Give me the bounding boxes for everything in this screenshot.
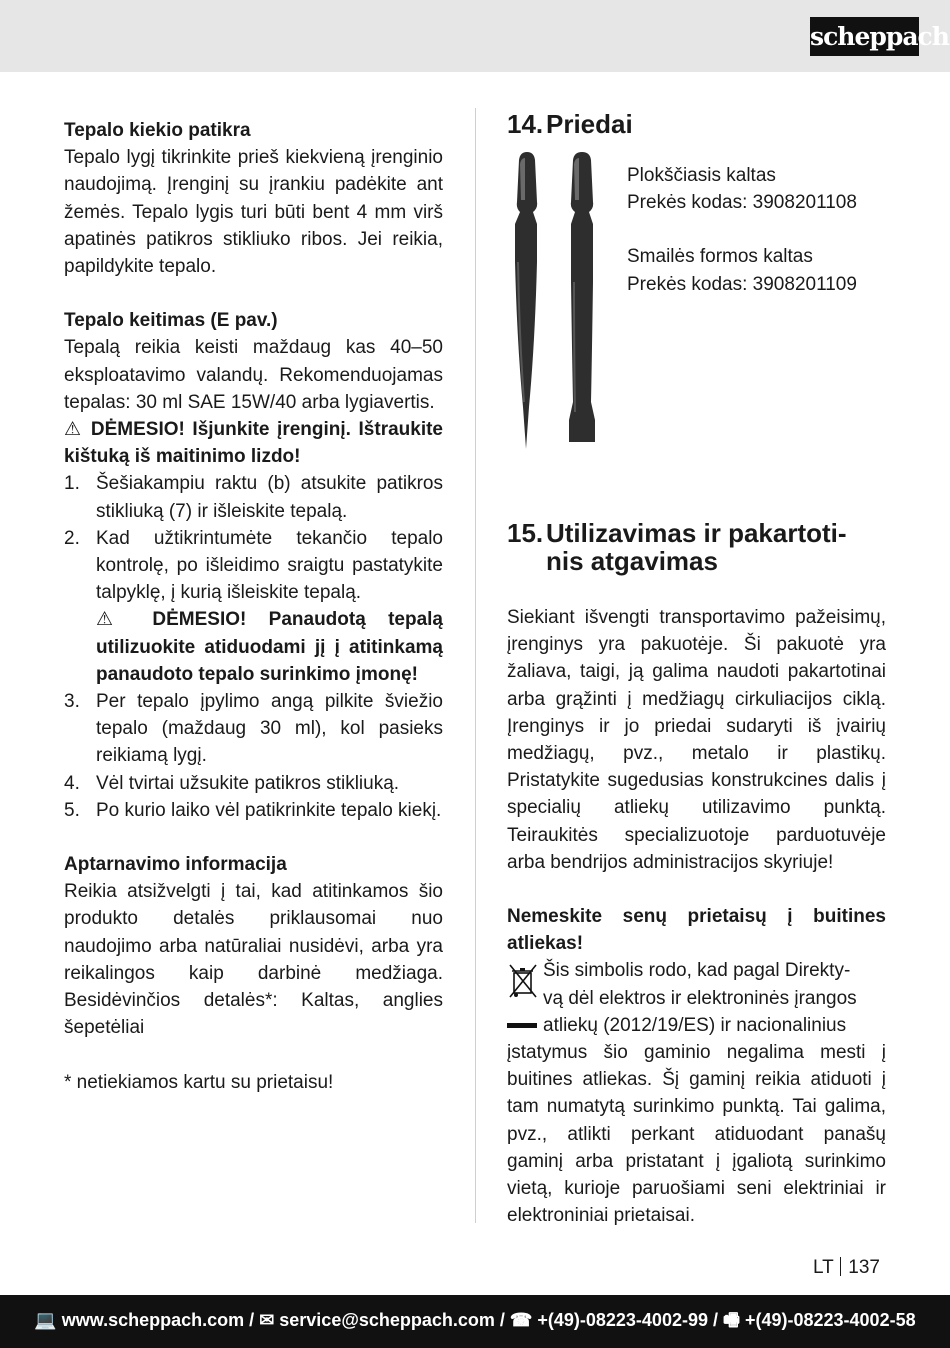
oil-change-heading: Tepalo keitimas (E pav.) — [64, 310, 278, 332]
top-bar — [0, 0, 950, 72]
accessory-name: Plokščiasis kaltas — [627, 165, 776, 186]
accessories-block — [507, 110, 886, 460]
brand-logo: scheppach — [810, 17, 919, 56]
pointed-chisel-icon — [515, 152, 537, 449]
section-15-heading — [507, 519, 886, 575]
step-text: Per tepalo įpylimo angą pilkite šviežio tepalo (maždaug 30 ml), kol pasieks reikiamą lygį. — [96, 691, 443, 767]
household-waste-heading: Nemeskite senų prietaisų į buitines atliekas! — [507, 906, 886, 955]
step-text: Vėl tvirtai užsukite patikros stikliuką. — [96, 772, 400, 794]
step-text: Šešiakampiu raktu (b) atsukite patikros stikliuką (7) ir išleiskite tepalą. — [96, 473, 443, 522]
section-number: 15. — [507, 518, 544, 548]
warning-dispose-text: DĖMESIO! Panaudotą tepalą utilizuokite atiduodami jį į atitinkamą panaudoto tepalo surinkimo įmonę! — [96, 609, 443, 685]
warning-dispose-oil — [96, 606, 443, 688]
service-heading: Aptarnavimo informacija — [64, 854, 287, 876]
weee-text-line: atliekų (2012/19/ES) ir nacionalinius — [543, 1014, 847, 1036]
weee-text-line: vą dėl elektros ir elektroninės įrangos — [543, 987, 857, 1009]
language-code: LT — [813, 1257, 834, 1278]
weee-block — [507, 957, 886, 1229]
accessories-list — [627, 162, 887, 298]
oil-check-heading: Tepalo kiekio patikra — [64, 120, 251, 141]
chisel-illustration — [507, 152, 607, 457]
column-divider — [475, 108, 476, 1223]
step-number: 1. — [64, 473, 80, 495]
step-text: Kad užtikrintumėte tekančio tepalo kontrolę, po išleidimo sraigtu pastatykite talpyklę, į kurią išleiskite tepalą. — [96, 527, 443, 604]
accessory-name: Smailės formos kaltas — [627, 246, 813, 268]
oil-check-text: Tepalo lygį tikrinkite prieš kiekvieną įrenginio naudojimą. Įrenginį su įrankiu padėkite ant žemės. Tepalo lygis turi būti bent 4 mm virš apatinės patikros stikliuko ribos. Jei reikia, papildykite tepalo. — [64, 147, 443, 278]
footnote: * netiekiamos kartu su prietaisu! — [64, 1071, 334, 1093]
accessory-code: Prekės kodas: 3908201108 — [627, 192, 857, 214]
page-number — [813, 1256, 880, 1280]
crossed-bin-icon — [507, 959, 539, 1039]
warning-icon: ⚠ — [96, 609, 131, 631]
section-title-line-2: nis atgavimas — [546, 546, 718, 576]
oil-change-text: Tepalą reikia keisti maždaug kas 40–50 eksploatavimo valandų. Rekomenduojamas tepalas: 30 ml SAE 15W/40 arba lygiavertis. — [64, 337, 443, 413]
warning-icon: ⚠ — [64, 419, 84, 441]
page-number-value: 137 — [848, 1257, 880, 1278]
left-column — [64, 117, 443, 1096]
oil-change-steps — [64, 470, 443, 824]
list-item — [64, 525, 443, 688]
step-number: 4. — [64, 772, 80, 794]
weee-text-line: Šis simbolis rodo, kad pagal Direkty- — [543, 960, 851, 982]
step-number: 5. — [64, 799, 80, 821]
list-item — [64, 688, 443, 770]
list-item — [64, 770, 443, 797]
accessory-code: Prekės kodas: 3908201109 — [627, 273, 857, 295]
step-number: 2. — [64, 527, 80, 549]
right-column — [507, 110, 886, 1229]
warning-unplug-text: DĖMESIO! Išjunkite įrenginį. Ištraukite kištuką iš maitinimo lizdo! — [64, 419, 443, 468]
list-item — [64, 470, 443, 524]
flat-chisel-icon — [569, 152, 595, 442]
warning-unplug — [64, 416, 443, 470]
list-item — [64, 797, 443, 824]
footer-contact-bar: 💻 www.scheppach.com / ✉ service@scheppach.com / ☎ +(49)-08223-4002-99 / 🖷 +(49)-08223-4002-58 — [0, 1295, 950, 1348]
step-text: Po kurio laiko vėl patikrinkite tepalo kiekį. — [96, 799, 442, 821]
section-title: Priedai — [546, 109, 633, 139]
disposal-text: Siekiant išvengti transportavimo pažeisimų, įrenginys yra pakuotėje. Ši pakuotė yra žaliava, taigi, ją galima naudoti pakartotinai arba grąžinti į medžiagų cirkuliacijos ciklą. Įrenginys ir jo priedai sudaryti iš įvairių medžiagų, pvz., metalo ir plastikų. Pristatykite sugedusias konstrukcines dalis į specialių atliekų utilizavimo punktą. Teiraukitės specializuotoje parduotuvėje arba bendrijos administracijos skyriuje! — [507, 607, 886, 873]
section-number: 14. — [507, 109, 544, 139]
service-text: Reikia atsižvelgti į tai, kad atitinkamos šio produkto detalės priklausomai nuo naudojimo arba natūraliai nusidėvi, arba yra reikalingos kaip darbinė medžiaga. Besidėvinčios detalės*: Kaltas, anglies šepetėliai — [64, 881, 443, 1039]
section-title-line-1: Utilizavimas ir pakartoti- — [546, 518, 847, 548]
weee-text: įstatymus šio gaminio negalima mesti į buitines atliekas. Šį gaminį reikia atiduoti į tam numatytą surinkimo punktą. Tai galima, pvz., atlikti perkant atiduodant panašų gaminį arba pristatant į įgaliotą surinkimo vietą, kurioje paruošiami seni elektriniai ir elektroniniai prietaisai. — [507, 1042, 886, 1227]
step-number: 3. — [64, 691, 80, 713]
